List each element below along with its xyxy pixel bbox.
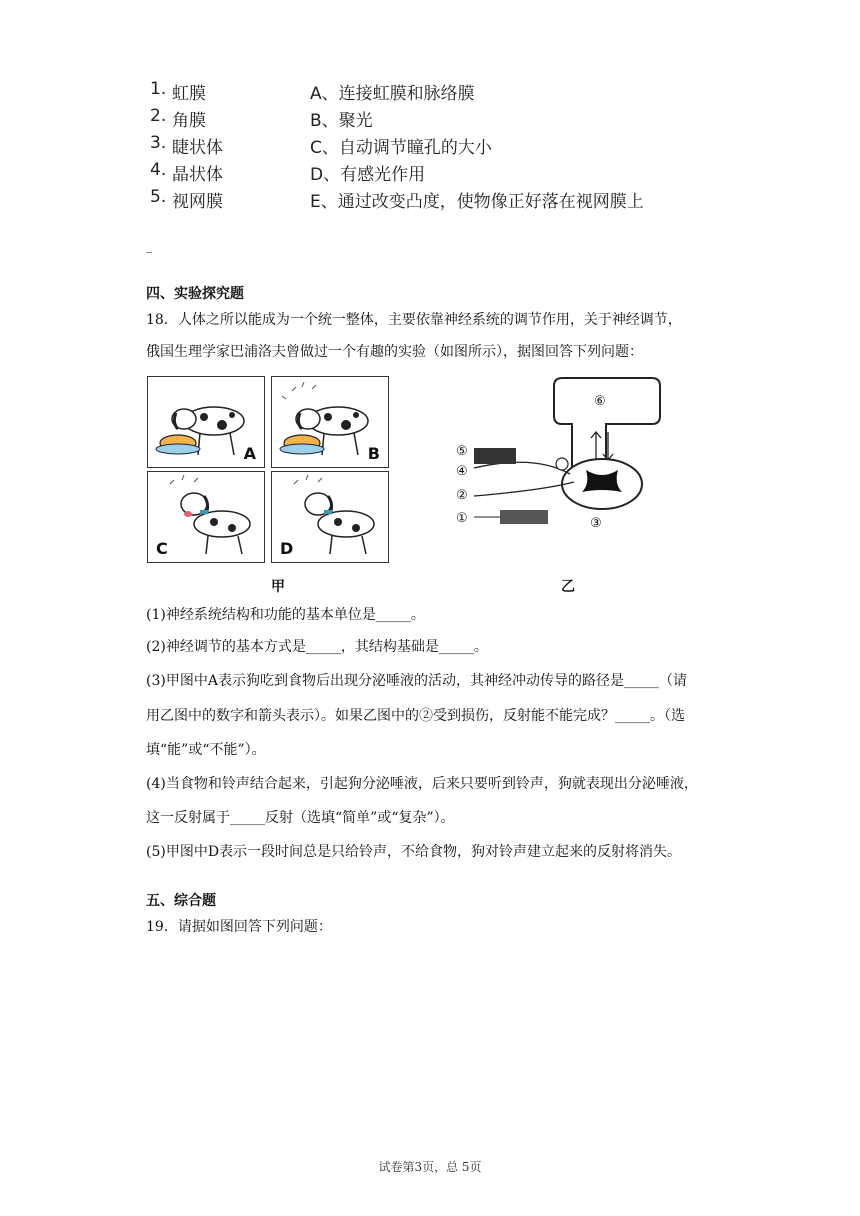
figure-caption-yi: 乙: [561, 579, 575, 595]
q18-sub-2: (2)神经调节的基本方式是_____，其结构基础是_____。: [146, 639, 488, 655]
dog-panel-c: [147, 471, 265, 563]
match-right-3: C、自动调节瞳孔的大小: [310, 138, 492, 158]
match-num-2: 2.: [150, 106, 167, 126]
reflex-arc-diagram: [450, 376, 670, 546]
q18-sub-3-line-1: (3)甲图中A表示狗吃到食物后出现分泌唾液的活动，其神经冲动传导的路径是_____（请: [146, 673, 687, 689]
match-right-5: E、通过改变凸度，使物像正好落在视网膜上: [310, 192, 644, 212]
label-1: ①: [456, 511, 468, 526]
match-num-1: 1.: [150, 79, 167, 99]
panel-letter-a: A: [243, 444, 256, 463]
q18-sub-5: (5)甲图中D表示一段时间总是只给铃声，不给食物，狗对铃声建立起来的反射将消失。: [146, 844, 682, 860]
dog-panel-a: [147, 376, 265, 468]
label-2: ②: [456, 488, 468, 503]
match-left-4: 晶状体: [172, 165, 223, 185]
q18-sub-3-line-2: 用乙图中的数字和箭头表示）。如果乙图中的②受到损伤，反射能不能完成？_____。（选: [146, 708, 685, 724]
match-left-1: 虹膜: [172, 84, 206, 104]
label-3: ③: [590, 516, 602, 531]
dog-panel-d: [271, 471, 389, 563]
match-left-5: 视网膜: [172, 192, 223, 212]
q18-sub-3-line-3: 填“能”或“不能”）。: [146, 742, 266, 758]
match-right-4: D、有感光作用: [310, 165, 426, 185]
panel-letter-c: C: [156, 539, 168, 558]
dog-panel-b: [271, 376, 389, 468]
match-num-4: 4.: [150, 160, 167, 180]
q18-sub-1: (1)神经系统结构和功能的基本单位是_____。: [146, 607, 425, 623]
q18-sub-4-line-2: 这一反射属于_____反射（选填“简单”或“复杂”）。: [146, 810, 455, 826]
stray-mark: _: [146, 239, 152, 253]
section-heading-5: 五、综合题: [146, 893, 216, 909]
label-4: ④: [456, 464, 468, 479]
match-right-1: A、连接虹膜和脉络膜: [310, 84, 475, 104]
match-num-3: 3.: [150, 133, 167, 153]
q19-intro: 19．请据如图回答下列问题：: [146, 919, 332, 935]
q18-sub-4-line-1: (4)当食物和铃声结合起来，引起狗分泌唾液，后来只要听到铃声，狗就表现出分泌唾液，: [146, 776, 698, 792]
figure-caption-jia: 甲: [271, 579, 285, 595]
match-left-2: 角膜: [172, 111, 206, 131]
q18-intro-line-2: 俄国生理学家巴浦洛夫曾做过一个有趣的实验（如图所示），据图回答下列问题：: [146, 344, 643, 360]
label-6: ⑥: [594, 394, 606, 409]
q18-intro-line-1: 18．人体之所以能成为一个统一整体，主要依靠神经系统的调节作用，关于神经调节，: [146, 312, 682, 328]
match-right-2: B、聚光: [310, 111, 373, 131]
match-num-5: 5.: [150, 187, 167, 207]
panel-letter-d: D: [280, 539, 294, 558]
match-left-3: 睫状体: [172, 138, 223, 158]
section-heading-4: 四、实验探究题: [146, 286, 244, 302]
page-footer: 试卷第3页，总 5页: [378, 1160, 482, 1174]
label-5: ⑤: [456, 444, 468, 459]
panel-letter-b: B: [367, 444, 380, 463]
